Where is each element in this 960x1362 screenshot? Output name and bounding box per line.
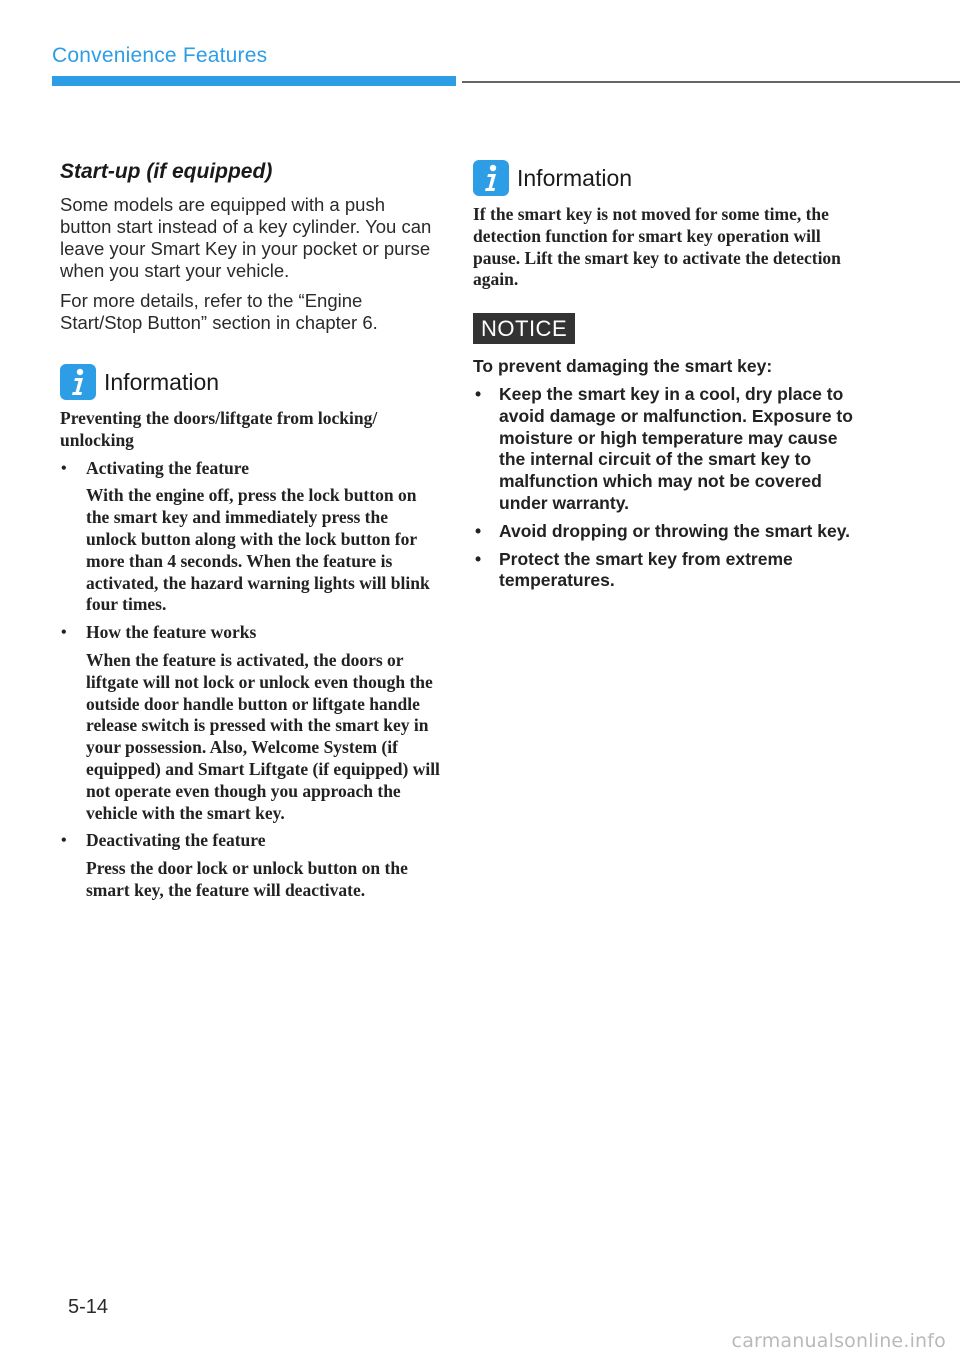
header-accent-bar [52, 76, 456, 86]
watermark: carmanualsonline.info [731, 1330, 946, 1352]
startup-reference-paragraph: For more details, refer to the “Engine Start/Stop Button” section in chapter 6. [60, 290, 378, 333]
page-number: 5-14 [68, 1296, 109, 1318]
bullet-title: • Deactivating the feature [86, 830, 266, 851]
list-item: • Keep the smart key in a cool, dry place to avoid damage or malfunction. Exposure to moisture or high temperature may cause the internal circuit of the smart key to malfunction which may not be covered under warranty. [473, 384, 863, 515]
info-header [473, 160, 863, 196]
info-icon [473, 160, 509, 196]
bullet-body: Press the door lock or unlock button on the smart key, the feature will deactivate. [86, 858, 408, 900]
list-item: • Protect the smart key from extreme temperatures. [473, 549, 863, 593]
list-item [60, 830, 440, 901]
info-title: Information [104, 368, 220, 395]
notice-bullet-list [473, 384, 863, 592]
info-title: Information [517, 164, 633, 191]
list-item: • Avoid dropping or throwing the smart key. [473, 521, 863, 543]
left-column [60, 160, 440, 908]
bullet-body: With the engine off, press the lock button on the smart key and immediately press the unlock button along with the lock button for more than 4 seconds. When the feature is activated, the hazard warning lights will blink four times. [86, 485, 430, 615]
info-body: If the smart key is not moved for some time, the detection function for smart key operation will pause. Lift the smart key to activate the detection again. [473, 204, 841, 290]
startup-paragraph: Some models are equipped with a push button start instead of a key cylinder. You can leave your Smart Key in your pocket or purse when you start your vehicle. [60, 194, 432, 281]
list-item [60, 622, 440, 824]
notice-badge: NOTICE [473, 313, 575, 344]
bullet-body: When the feature is activated, the doors or liftgate will not lock or unlock even though the outside door handle button or liftgate handle release switch is pressed with the smart key in your possession. Also, Welcome System (if equipped) and Smart Liftgate (if equipped) will not operate even though you approach the vehicle with the smart key. [86, 649, 440, 823]
info-header [60, 364, 440, 400]
notice-intro: To prevent damaging the smart key: [473, 356, 773, 377]
list-item [60, 458, 440, 617]
bullet-title: • Activating the feature [86, 457, 249, 478]
info-icon [60, 364, 96, 400]
info-bullet-list [60, 458, 440, 902]
bullet-title: • How the feature works [86, 622, 257, 643]
section-title: Convenience Features [52, 44, 268, 67]
header-rule [462, 81, 960, 83]
startup-heading: Start-up (if equipped) [60, 160, 273, 183]
right-column [473, 160, 863, 598]
info-intro: Preventing the doors/liftgate from locking/ unlocking [60, 408, 378, 450]
